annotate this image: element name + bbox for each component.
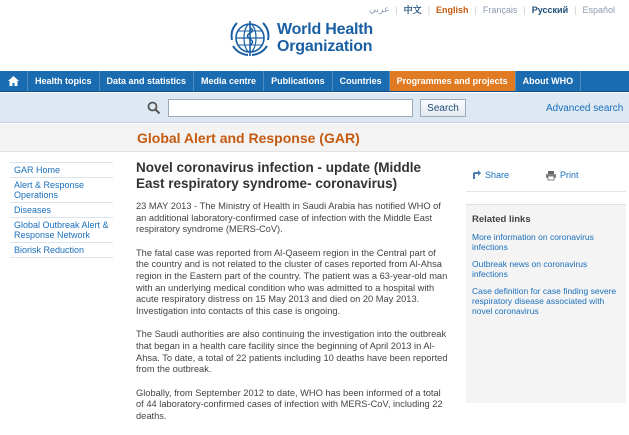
leftnav-alert-response-operations[interactable]: Alert & Response Operations (10, 178, 113, 203)
article (136, 160, 448, 435)
leftnav-gar-home[interactable]: GAR Home (10, 162, 113, 178)
search-input[interactable] (168, 99, 413, 117)
lang-separator: | (427, 4, 431, 15)
left-nav (10, 162, 113, 258)
article-paragraph: Globally, from September 2012 to date, WHO has been informed of a total of 44 laboratory-confirmed cases of infection with MERS-CoV, including 22 deaths. (136, 387, 443, 421)
divider (466, 191, 626, 192)
related-links-title: Related links (472, 214, 531, 225)
who-logo[interactable] (228, 18, 373, 58)
print-button[interactable] (546, 170, 579, 180)
nav-health-topics[interactable]: Health topics (28, 71, 100, 91)
lang-arabic[interactable]: عربي (368, 4, 390, 14)
related-link[interactable]: Outbreak news on coronavirus infections (472, 259, 588, 279)
who-wordmark (277, 21, 373, 55)
section-title[interactable]: Global Alert and Response (GAR) (137, 130, 360, 146)
nav-programmes-and-projects[interactable]: Programmes and projects (390, 71, 516, 91)
lang-separator: | (523, 4, 526, 15)
print-icon (546, 171, 556, 180)
search-icon (147, 101, 161, 115)
home-icon (8, 76, 19, 86)
lang-separator: | (395, 4, 398, 15)
nav-data-and-statistics[interactable]: Data and statistics (100, 71, 195, 91)
search-bar (0, 93, 629, 123)
nav-countries[interactable]: Countries (333, 71, 390, 91)
search-button[interactable]: Search (420, 99, 466, 117)
nav-home[interactable] (0, 71, 28, 91)
related-link[interactable]: Case definition for case finding severe respiratory disease associated with novel coronavirus (472, 286, 617, 316)
article-paragraph: 23 MAY 2013 - The Ministry of Health in Saudi Arabia has notified WHO of an additional laboratory-confirmed case of infection with the Middle East respiratory syndrome (MERS-CoV). (136, 201, 441, 235)
lang-separator: | (574, 4, 577, 15)
lang-french[interactable]: Français (482, 4, 518, 15)
article-paragraph: The fatal case was reported from Al-Qaseem region in the Central part of the country and is not related to the cluster of cases reported from Al-Ahsa region in the Eastern part of the country. The patient was a 63-year-old man with an underlying medical condition who was admitted to a hospital with acute respiratory distress on 15 May 2013 and died on 20 May 2013. Investigation into contacts of this case is ongoing. (136, 247, 448, 316)
nav-about-who[interactable]: About WHO (516, 71, 581, 91)
lang-english[interactable]: English (436, 4, 469, 15)
article-paragraph: The Saudi authorities are also continuing the investigation into the outbreak that began in a health care facility since the beginning of April 2013 in Al-Ahsa. To date, a total of 22 patients including 10 deaths have been reported from the outbreak. (136, 329, 448, 375)
leftnav-diseases[interactable]: Diseases (10, 203, 113, 218)
section-banner (0, 124, 629, 152)
wordmark-line1: World Health (277, 21, 373, 38)
leftnav-biorisk-reduction[interactable]: Biorisk Reduction (10, 243, 113, 258)
nav-media-centre[interactable]: Media centre (194, 71, 264, 91)
language-bar (363, 3, 621, 16)
advanced-search-link[interactable]: Advanced search (546, 103, 624, 114)
lang-separator: | (474, 4, 477, 15)
main-nav (0, 71, 629, 92)
print-label: Print (560, 170, 579, 180)
nav-publications[interactable]: Publications (264, 71, 333, 91)
leftnav-goarn[interactable]: Global Outbreak Alert & Response Network (10, 218, 113, 243)
share-label: Share (485, 170, 510, 180)
lang-spanish[interactable]: Español (582, 4, 615, 15)
lang-chinese[interactable]: 中文 (403, 5, 422, 15)
share-icon (472, 170, 481, 180)
who-emblem-icon (228, 18, 272, 58)
share-button[interactable] (472, 170, 509, 180)
article-title: Novel coronavirus infection - update (Middle East respiratory syndrome- coronavirus) (136, 160, 422, 191)
lang-russian[interactable]: Русский (531, 4, 569, 15)
related-link[interactable]: More information on coronavirus infections (472, 232, 594, 252)
wordmark-line2: Organization (277, 38, 373, 55)
related-links-panel (466, 204, 626, 403)
